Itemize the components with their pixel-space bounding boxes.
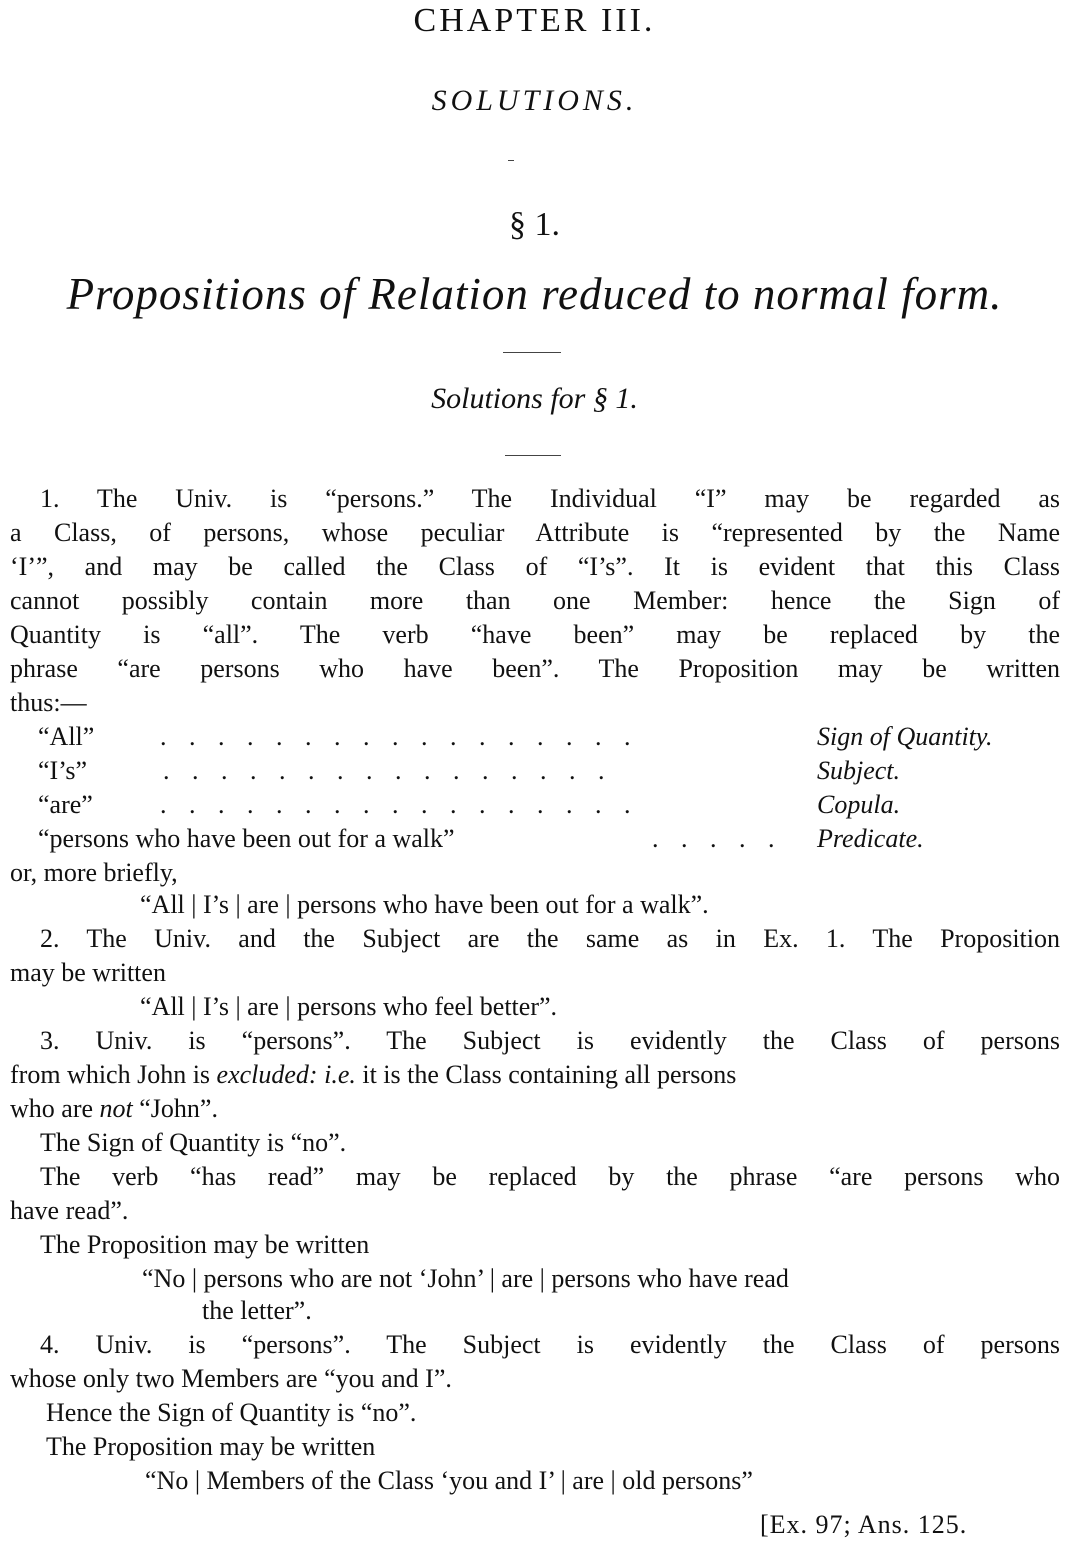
paragraph-line: The Proposition may be written (46, 1432, 376, 1461)
table-term: “I’s” (38, 756, 88, 785)
paragraph-line: ‘I’”, and may be called the Class of “I’s”. It is evident that this Class (10, 552, 1060, 581)
paragraph-line: may be written (10, 958, 166, 987)
paragraph-line: thus:— (10, 688, 87, 717)
proposition-line: “No | Members of the Class ‘you and I’ | are | old persons” (145, 1466, 753, 1495)
table-label: Copula. (817, 790, 901, 819)
section-heading: § 1. (509, 206, 560, 243)
paragraph-line: The Sign of Quantity is “no”. (40, 1128, 347, 1157)
paragraph-line: phrase “are persons who have been”. The Proposition may be written (10, 654, 1060, 683)
table-leader: . . . . . . . . . . . . . . . . . (160, 722, 639, 751)
paragraph-line: cannot possibly contain more than one Member: hence the Sign of (10, 586, 1060, 615)
paragraph-line: a Class, of persons, whose peculiar Attribute is “represented by the Name (10, 518, 1060, 547)
table-term: “persons who have been out for a walk” (38, 824, 455, 853)
subsection-title: Solutions for § 1. (431, 382, 638, 415)
paragraph-line: have read”. (10, 1196, 129, 1225)
text-run: it is the Class containing all persons (355, 1060, 737, 1089)
paragraph-line (10, 1092, 1060, 1126)
paragraph-line: or, more briefly, (10, 858, 178, 887)
cross-reference: [Ex. 97; Ans. 125. (760, 1510, 968, 1539)
paragraph-line: 4. Univ. is “persons”. The Subject is evidently the Class of persons (40, 1330, 1060, 1359)
paragraph-line: 2. The Univ. and the Subject are the same as in Ex. 1. The Proposition (40, 924, 1060, 953)
solutions-heading: SOLUTIONS. (431, 84, 638, 117)
table-leader: . . . . . . . . . . . . . . . . . (160, 790, 639, 819)
chapter-heading: CHAPTER III. (413, 2, 656, 39)
table-label: Sign of Quantity. (817, 722, 993, 751)
divider-rule (503, 352, 561, 353)
paragraph-line: 1. The Univ. is “persons.” The Individual “I” may be regarded as (40, 484, 1060, 513)
proposition-line: “All | I’s | are | persons who have been out for a walk”. (140, 890, 709, 919)
table-leader: . . . . . (652, 824, 783, 853)
divider-rule (505, 455, 561, 456)
table-term: “All” (38, 722, 95, 751)
text-run: from which John is (10, 1060, 217, 1089)
section-title: Propositions of Relation reduced to normal form. (66, 269, 1003, 319)
emphasis-text: not (99, 1094, 133, 1123)
paragraph-line: 3. Univ. is “persons”. The Subject is evidently the Class of persons (40, 1026, 1060, 1055)
paragraph-line: Hence the Sign of Quantity is “no”. (46, 1398, 417, 1427)
proposition-line: “No | persons who are not ‘John’ | are | persons who have read (142, 1264, 789, 1293)
table-label: Predicate. (817, 824, 924, 853)
paragraph-line: whose only two Members are “you and I”. (10, 1364, 452, 1393)
paragraph-line: Quantity is “all”. The verb “have been” may be replaced by the (10, 620, 1060, 649)
divider-dot (508, 160, 514, 161)
emphasis-text: excluded: i.e. (216, 1060, 356, 1089)
proposition-line: “All | I’s | are | persons who feel better”. (140, 992, 558, 1021)
paragraph-line (10, 1058, 1060, 1092)
paragraph-line: The verb “has read” may be replaced by the phrase “are persons who (40, 1162, 1060, 1191)
table-leader: . . . . . . . . . . . . . . . . (163, 756, 613, 785)
proposition-line: the letter”. (202, 1296, 312, 1325)
table-label: Subject. (817, 756, 901, 785)
text-run: who are (10, 1094, 100, 1123)
text-run: “John”. (132, 1094, 218, 1123)
table-term: “are” (38, 790, 93, 819)
paragraph-line: The Proposition may be written (40, 1230, 370, 1259)
